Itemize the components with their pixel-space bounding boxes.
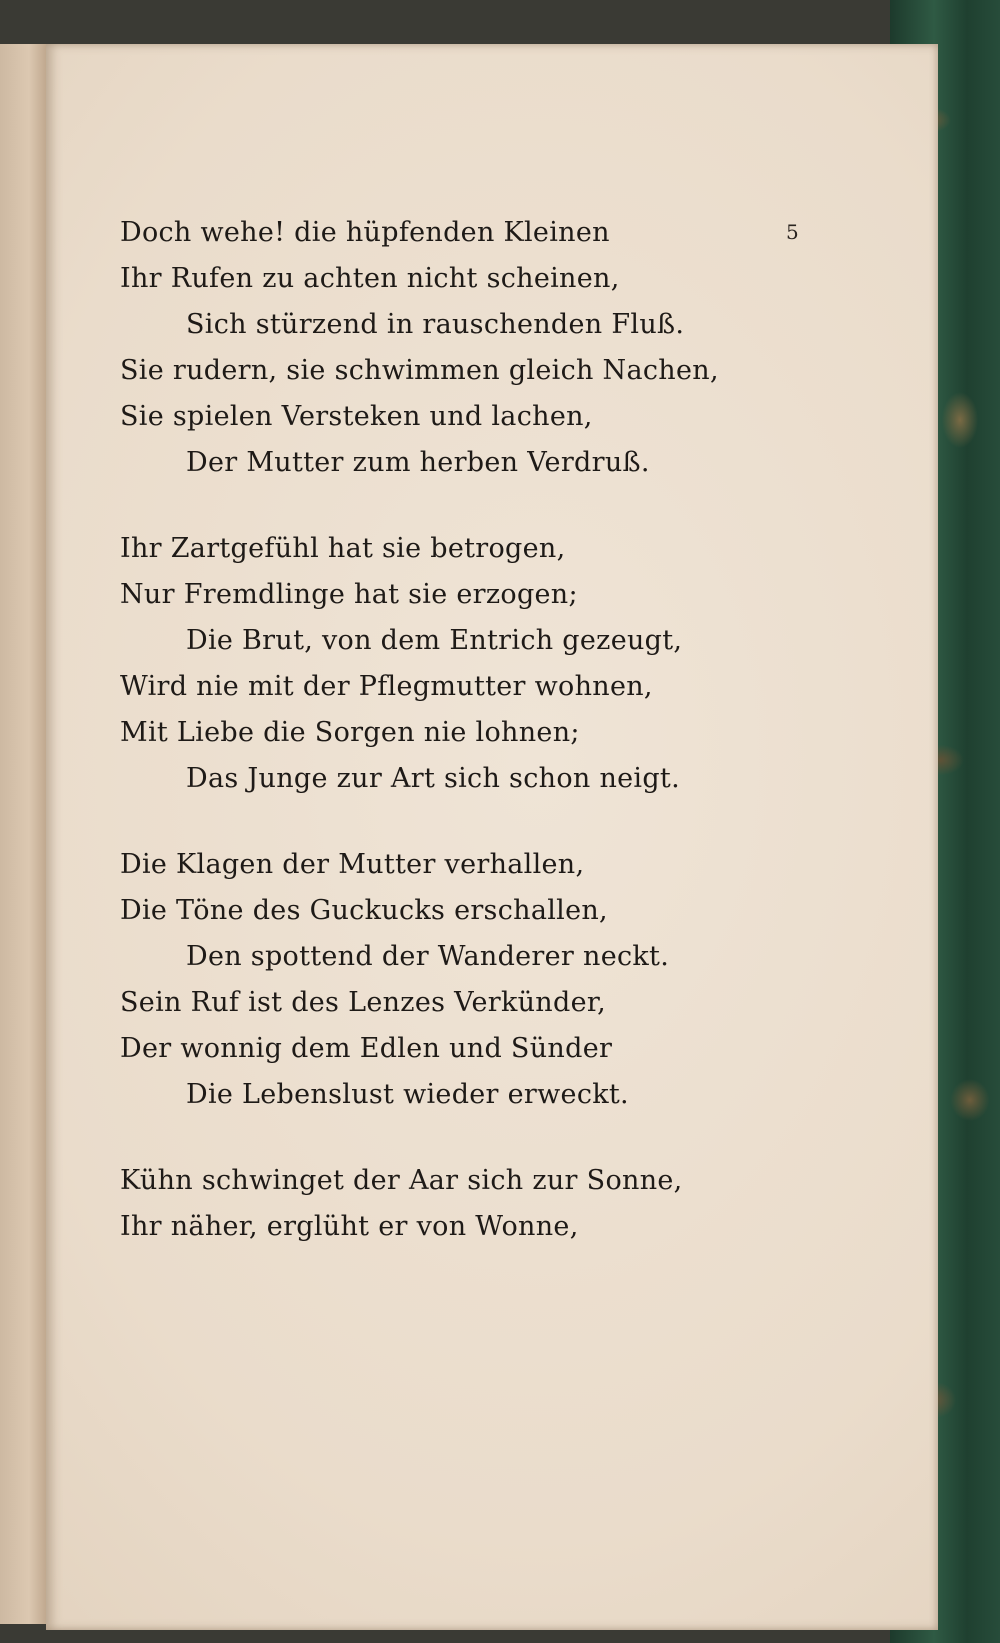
poem-line: Die Klagen der Mutter verhallen, xyxy=(120,849,585,880)
poem-line: Kühn schwinget der Aar sich zur Sonne, xyxy=(120,1165,683,1196)
poem-line: Die Töne des Guckucks erschallen, xyxy=(120,895,608,926)
poem-line: Der Mutter zum herben Verdruß. xyxy=(186,447,650,478)
poem-line: Die Lebenslust wieder erweckt. xyxy=(186,1079,629,1110)
poem-line: Sein Ruf ist des Lenzes Verkünder, xyxy=(120,987,606,1018)
page-number: 5 xyxy=(786,220,799,244)
poem-line: Das Junge zur Art sich schon neigt. xyxy=(186,763,680,794)
previous-page-edge xyxy=(0,44,50,1624)
poem-line: Mit Liebe die Sorgen nie lohnen; xyxy=(120,717,580,748)
poem-line: Ihr Zartgefühl hat sie betrogen, xyxy=(120,533,566,564)
poem-line: Der wonnig dem Edlen und Sünder xyxy=(120,1033,613,1064)
poem-line: Wird nie mit der Pflegmutter wohnen, xyxy=(120,671,653,702)
stanza xyxy=(120,1158,740,1250)
poem-line: Nur Fremdlinge hat sie erzogen; xyxy=(120,579,578,610)
stanza xyxy=(120,526,740,802)
poem-line: Ihr näher, erglüht er von Wonne, xyxy=(120,1211,579,1242)
poem-line: Sie spielen Versteken und lachen, xyxy=(120,401,593,432)
poem-line: Den spottend der Wanderer neckt. xyxy=(186,941,670,972)
stanza xyxy=(120,210,740,486)
stanza xyxy=(120,842,740,1118)
poem-line: Sich stürzend in rauschenden Fluß. xyxy=(186,309,685,340)
poem-line: Doch wehe! die hüpfenden Kleinen xyxy=(120,217,610,248)
poem-line: Die Brut, von dem Entrich gezeugt, xyxy=(186,625,683,656)
poem-line: Ihr Rufen zu achten nicht scheinen, xyxy=(120,263,620,294)
poem-line: Sie rudern, sie schwimmen gleich Nachen, xyxy=(120,355,719,386)
